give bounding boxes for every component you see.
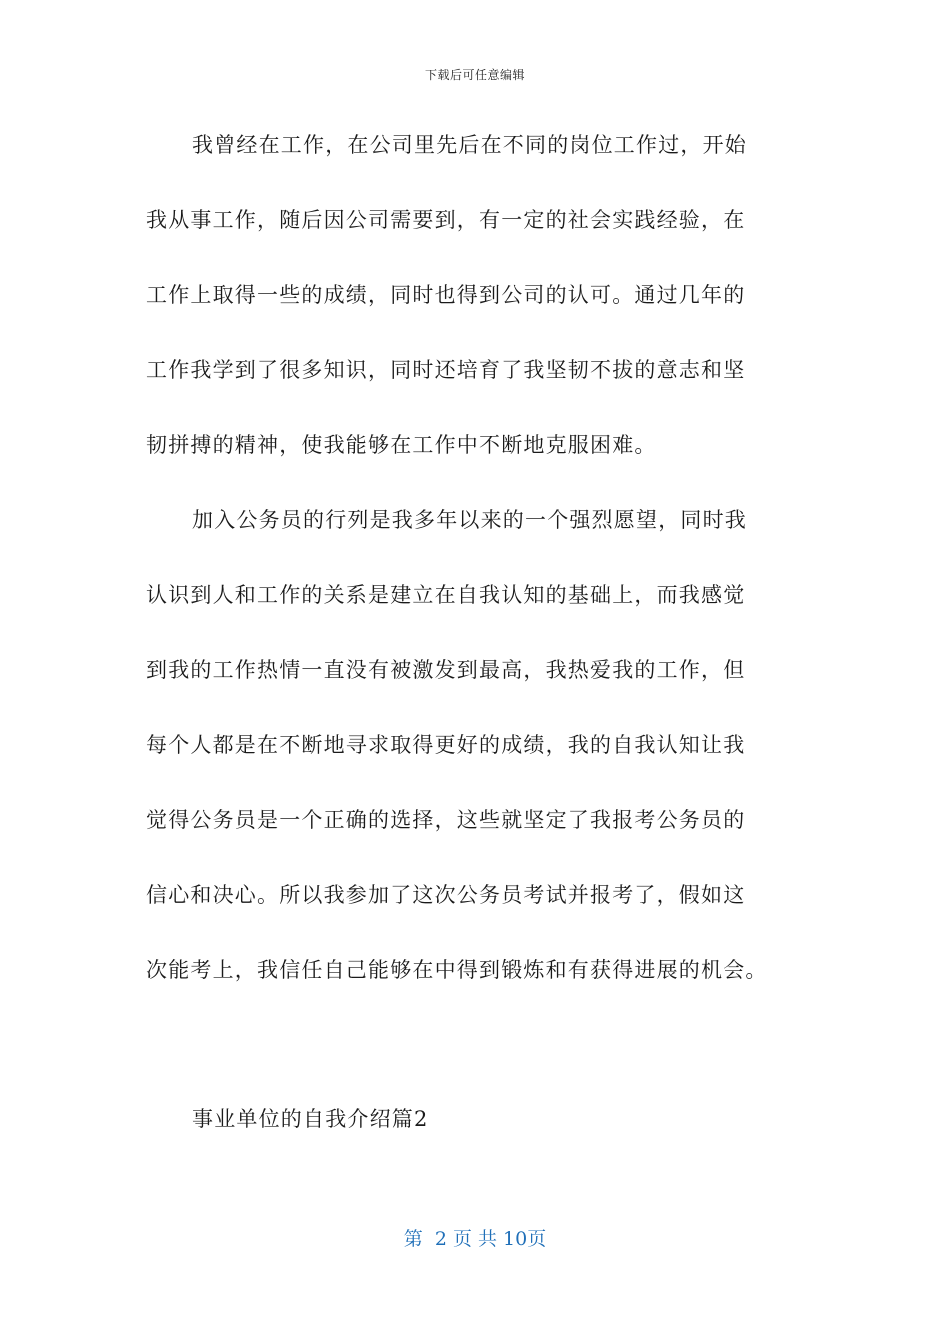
paragraph-line: 次能考上，我信任自己能够在中得到锻炼和有获得进展的机会。	[146, 958, 768, 982]
paragraph-line: 韧拼搏的精神，使我能够在工作中不断地克服困难。	[146, 433, 657, 457]
paragraph-line: 每个人都是在不断地寻求取得更好的成绩，我的自我认知让我	[146, 733, 746, 757]
paragraph-line: 工作我学到了很多知识，同时还培育了我坚韧不拔的意志和坚	[146, 358, 746, 382]
paragraph-2	[146, 483, 806, 1008]
paragraph-line: 认识到人和工作的关系是建立在自我认知的基础上，而我感觉	[146, 583, 746, 607]
page-header: 下载后可任意编辑	[424, 68, 525, 82]
paragraph-line: 到我的工作热情一直没有被激发到最高，我热爱我的工作，但	[146, 658, 746, 682]
paragraph-line: 信心和决心。所以我参加了这次公务员考试并报考了，假如这	[146, 883, 746, 907]
paragraph-line: 我从事工作，随后因公司需要到，有一定的社会实践经验，在	[146, 208, 746, 232]
paragraph-line: 加入公务员的行列是我多年以来的一个强烈愿望，同时我	[192, 508, 747, 532]
paragraph-1	[146, 108, 806, 483]
section-heading: 事业单位的自我介绍篇2	[192, 1107, 429, 1131]
paragraph-line: 工作上取得一些的成绩，同时也得到公司的认可。通过几年的	[146, 283, 746, 307]
paragraph-line: 觉得公务员是一个正确的选择，这些就坚定了我报考公务员的	[146, 808, 746, 832]
paragraph-line: 我曾经在工作，在公司里先后在不同的岗位工作过，开始	[192, 133, 747, 157]
page-number-footer: 第 2 页 共 10页	[403, 1228, 547, 1250]
